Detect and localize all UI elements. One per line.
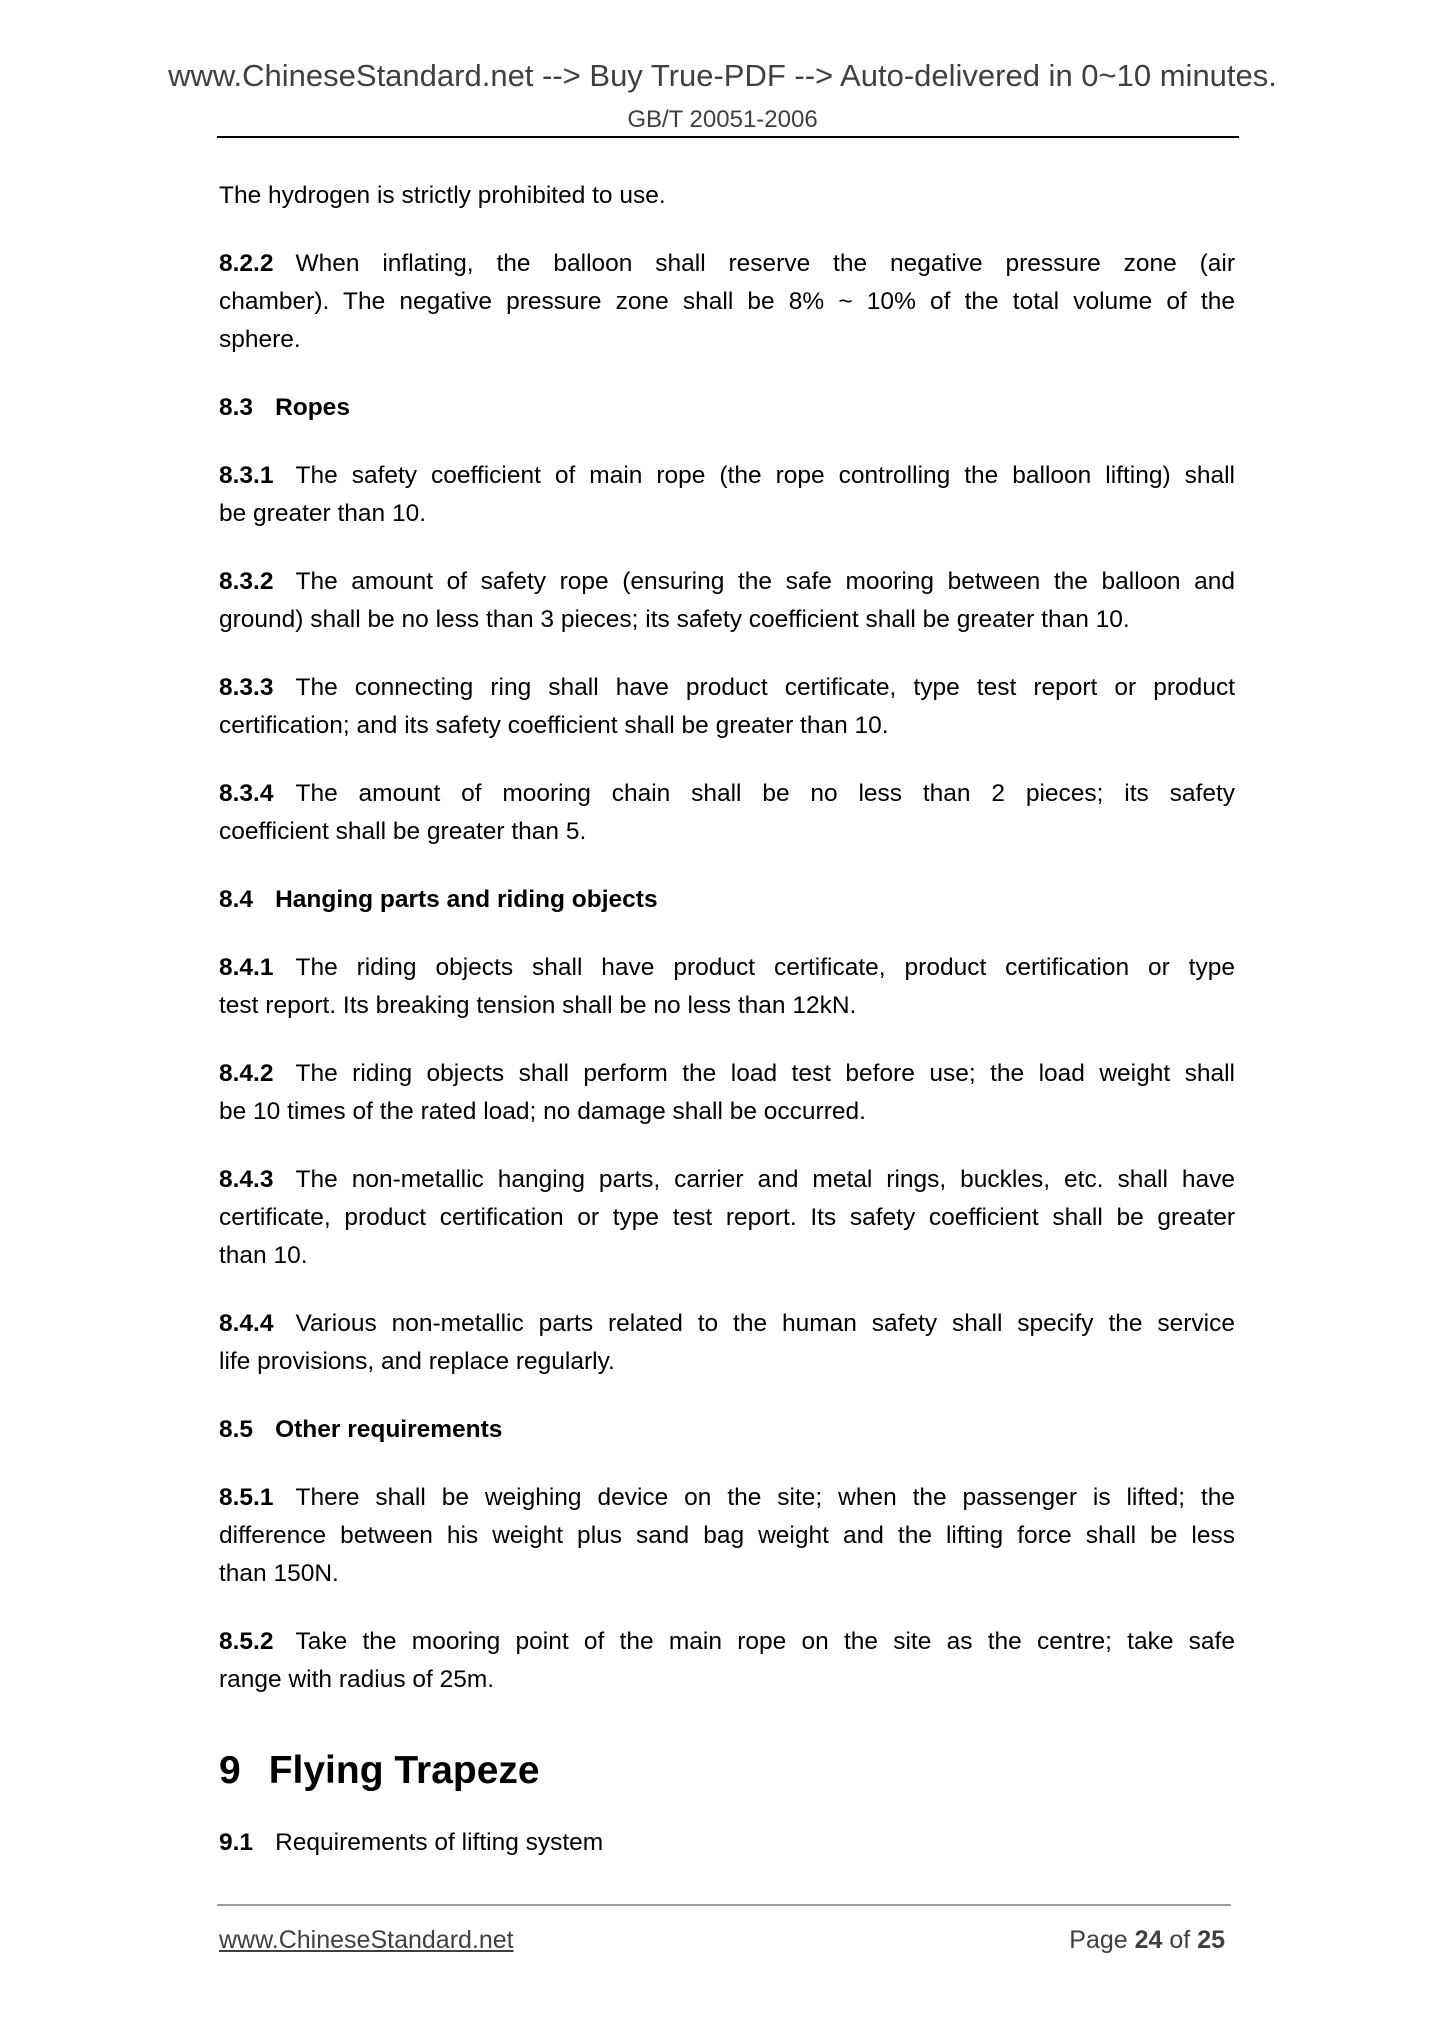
text-line (219, 1055, 1235, 1093)
header-banner: www.ChineseStandard.net --> Buy True-PDF --> Auto-delivered in 0~10 minutes. (168, 58, 1277, 93)
clause-number: 8.3.1 (219, 462, 274, 489)
chapter-heading (219, 1746, 1235, 1796)
standard-number: GB/T 20051-2006 (627, 106, 818, 133)
clause-paragraph (219, 1305, 1235, 1381)
clause-text: be 10 times of the rated load; no damage shall be occurred. (219, 1098, 866, 1125)
clause-text: The riding objects shall perform the load test before use; the load weight shall (295, 1060, 1235, 1087)
text-line (219, 1305, 1235, 1343)
text-line (219, 1517, 1235, 1555)
footer-divider (217, 1904, 1231, 1906)
text-line (219, 987, 1235, 1025)
subsection-number: 9.1 (219, 1829, 254, 1856)
page-indicator (1069, 1926, 1225, 1955)
clause-text: Take the mooring point of the main rope on the site as the centre; take safe (295, 1628, 1235, 1655)
document-body (219, 177, 1235, 1892)
text-line (219, 245, 1235, 283)
clause-text: ground) shall be no less than 3 pieces; its safety coefficient shall be greater than 10. (219, 606, 1130, 633)
section-title: Other requirements (275, 1416, 503, 1443)
clause-number: 8.5.1 (219, 1484, 274, 1511)
clause-text: life provisions, and replace regularly. (219, 1348, 615, 1375)
clause-text: sphere. (219, 326, 301, 353)
clause-paragraph (219, 1479, 1235, 1593)
clause-number: 8.4.2 (219, 1060, 274, 1087)
text-line (219, 1093, 1235, 1131)
subsection-title: Requirements of lifting system (275, 1829, 604, 1856)
clause-text: The hydrogen is strictly prohibited to use. (219, 182, 666, 209)
clause-text: The safety coefficient of main rope (the rope controlling the balloon lifting) shall (295, 462, 1235, 489)
text-line (219, 707, 1235, 745)
clause-text: than 150N. (219, 1560, 339, 1587)
clause-text: The riding objects shall have product certificate, product certification or type (295, 954, 1235, 981)
text-line (219, 669, 1235, 707)
chapter-title: Flying Trapeze (268, 1749, 540, 1792)
clause-number: 8.3.3 (219, 674, 274, 701)
text-line (219, 283, 1235, 321)
clause-text: The amount of safety rope (ensuring the safe mooring between the balloon and (295, 568, 1235, 595)
section-title: Hanging parts and riding objects (275, 886, 658, 913)
text-line (219, 1161, 1235, 1199)
page-current: 24 (1134, 1926, 1163, 1954)
clause-text: certification; and its safety coefficient shall be greater than 10. (219, 712, 889, 739)
page-of: of (1169, 1926, 1191, 1954)
clause-paragraph (219, 669, 1235, 745)
clause-paragraph (219, 1161, 1235, 1275)
clause-text: The non-metallic hanging parts, carrier and metal rings, buckles, etc. shall have (295, 1166, 1235, 1193)
heading-line (219, 1411, 1235, 1449)
clause-paragraph (219, 775, 1235, 851)
text-line (219, 601, 1235, 639)
page-total: 25 (1197, 1926, 1225, 1954)
text-line (219, 1199, 1235, 1237)
clause-number: 8.3.2 (219, 568, 274, 595)
clause-number: 8.5.2 (219, 1628, 274, 1655)
clause-text: When inflating, the balloon shall reserve the negative pressure zone (air (295, 250, 1235, 277)
clause-text: The connecting ring shall have product certificate, type test report or product (295, 674, 1235, 701)
text-line (219, 813, 1235, 851)
clause-text: coefficient shall be greater than 5. (219, 818, 587, 845)
clause-number: 8.4.4 (219, 1310, 274, 1337)
text-line (219, 563, 1235, 601)
text-line (219, 457, 1235, 495)
text-line (219, 1661, 1235, 1699)
clause-text: There shall be weighing device on the site; when the passenger is lifted; the (295, 1484, 1235, 1511)
section-heading (219, 881, 1235, 919)
clause-text: certificate, product certification or type test report. Its safety coefficient shall be greater (219, 1204, 1235, 1231)
section-heading (219, 1411, 1235, 1449)
clause-text: Various non-metallic parts related to the human safety shall specify the service (295, 1310, 1235, 1337)
section-number: 8.5 (219, 1416, 254, 1443)
section-number: 8.4 (219, 886, 254, 913)
clause-paragraph (219, 245, 1235, 359)
clause-number: 8.4.1 (219, 954, 274, 981)
heading-line (219, 1824, 1235, 1862)
clause-text: The amount of mooring chain shall be no less than 2 pieces; its safety (295, 780, 1235, 807)
clause-text: be greater than 10. (219, 500, 427, 527)
text-line (219, 1555, 1235, 1593)
clause-number: 8.3.4 (219, 780, 274, 807)
text-line (219, 1623, 1235, 1661)
clause-text: difference between his weight plus sand bag weight and the lifting force shall be less (219, 1522, 1235, 1549)
subsection-heading (219, 1824, 1235, 1862)
section-title: Ropes (275, 394, 350, 421)
text-line (219, 1237, 1235, 1275)
section-number: 8.3 (219, 394, 254, 421)
clause-paragraph (219, 177, 1235, 215)
text-line (219, 1479, 1235, 1517)
text-line (219, 949, 1235, 987)
text-line (219, 1343, 1235, 1381)
clause-paragraph (219, 457, 1235, 533)
chapter-number: 9 (219, 1749, 241, 1792)
clause-paragraph (219, 1623, 1235, 1699)
clause-text: chamber). The negative pressure zone shall be 8% ~ 10% of the total volume of the (219, 288, 1235, 315)
clause-paragraph (219, 563, 1235, 639)
text-line (219, 177, 1235, 215)
clause-text: range with radius of 25m. (219, 1666, 495, 1693)
clause-paragraph (219, 949, 1235, 1025)
text-line (219, 495, 1235, 533)
text-line (219, 321, 1235, 359)
section-heading (219, 389, 1235, 427)
heading-line (219, 389, 1235, 427)
clause-number: 8.2.2 (219, 250, 274, 277)
text-line (219, 775, 1235, 813)
clause-paragraph (219, 1055, 1235, 1131)
page-prefix: Page (1069, 1926, 1128, 1954)
clause-number: 8.4.3 (219, 1166, 274, 1193)
header-divider (217, 136, 1239, 138)
footer-website-link[interactable]: www.ChineseStandard.net (219, 1926, 514, 1954)
heading-line (219, 881, 1235, 919)
clause-text: than 10. (219, 1242, 308, 1269)
clause-text: test report. Its breaking tension shall be no less than 12kN. (219, 992, 857, 1019)
